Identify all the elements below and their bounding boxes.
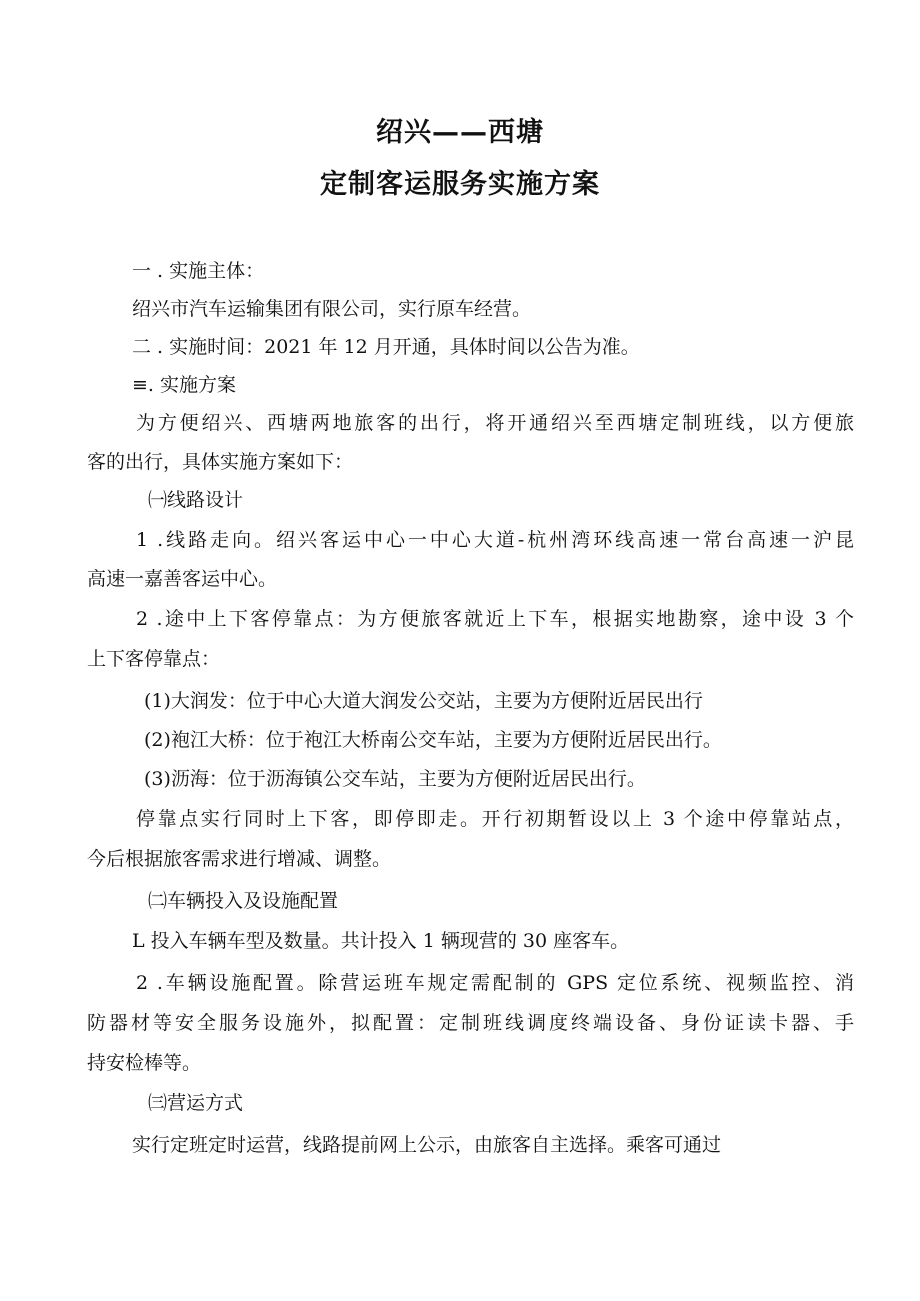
paragraph-line: L 投入车辆车型及数量。共计投入 1 辆现营的 30 座客车。 <box>132 930 630 952</box>
paragraph-line: 为方便绍兴、西塘两地旅客的出行，将开通绍兴至西塘定制班线，以方便旅 <box>136 412 854 434</box>
list-item: (3)沥海：位于沥海镇公交车站，主要为方便附近居民出行。 <box>144 768 646 790</box>
paragraph-line: 实行定班定时运营，线路提前网上公示，由旅客自主选择。乘客可通过 <box>132 1134 722 1156</box>
subsection-heading-route: ㈠线路设计 <box>148 489 244 511</box>
subsection-heading-vehicles: ㈡车辆投入及设施配置 <box>148 890 339 912</box>
paragraph-line: 绍兴市汽车运输集团有限公司，实行原车经营。 <box>132 298 532 320</box>
section-heading-entity: 一 . 实施主体： <box>132 260 265 282</box>
section-heading-time: 二 . 实施时间：2021 年 12 月开通，具体时间以公告为准。 <box>132 336 640 358</box>
list-item: (1)大润发：位于中心大道大润发公交站，主要为方便附近居民出行 <box>144 690 703 712</box>
paragraph-line: 持安检棒等。 <box>87 1052 202 1074</box>
document-subtitle: 定制客运服务实施方案 <box>320 169 600 200</box>
paragraph-line: 停靠点实行同时上下客，即停即走。开行初期暂设以上 3 个途中停靠站点， <box>136 808 854 830</box>
paragraph-line: 1 .线路走向。绍兴客运中心一中心大道-杭州湾环线高速一常台高速一沪昆 <box>136 529 854 551</box>
paragraph-line: 防器材等安全服务设施外，拟配置：定制班线调度终端设备、身份证读卡器、手 <box>87 1012 854 1034</box>
paragraph-line: 客的出行，具体实施方案如下： <box>87 451 354 473</box>
paragraph-line: 2 .途中上下客停靠点：为方便旅客就近上下车，根据实地勘察，途中设 3 个 <box>136 608 854 630</box>
paragraph-line: 上下客停靠点： <box>87 648 221 670</box>
document-title: 绍兴——西塘 <box>376 117 544 148</box>
paragraph-line: 2 .车辆设施配置。除营运班车规定需配制的 GPS 定位系统、视频监控、消 <box>136 972 854 994</box>
paragraph-line: 高速一嘉善客运中心。 <box>87 568 278 590</box>
section-heading-plan: ≡. 实施方案 <box>132 374 236 396</box>
subsection-heading-operation: ㈢营运方式 <box>148 1092 244 1114</box>
list-item: (2)袍江大桥：位于袍江大桥南公交车站，主要为方便附近居民出行。 <box>144 729 722 751</box>
paragraph-line: 今后根据旅客需求进行增减、调整。 <box>87 848 392 870</box>
